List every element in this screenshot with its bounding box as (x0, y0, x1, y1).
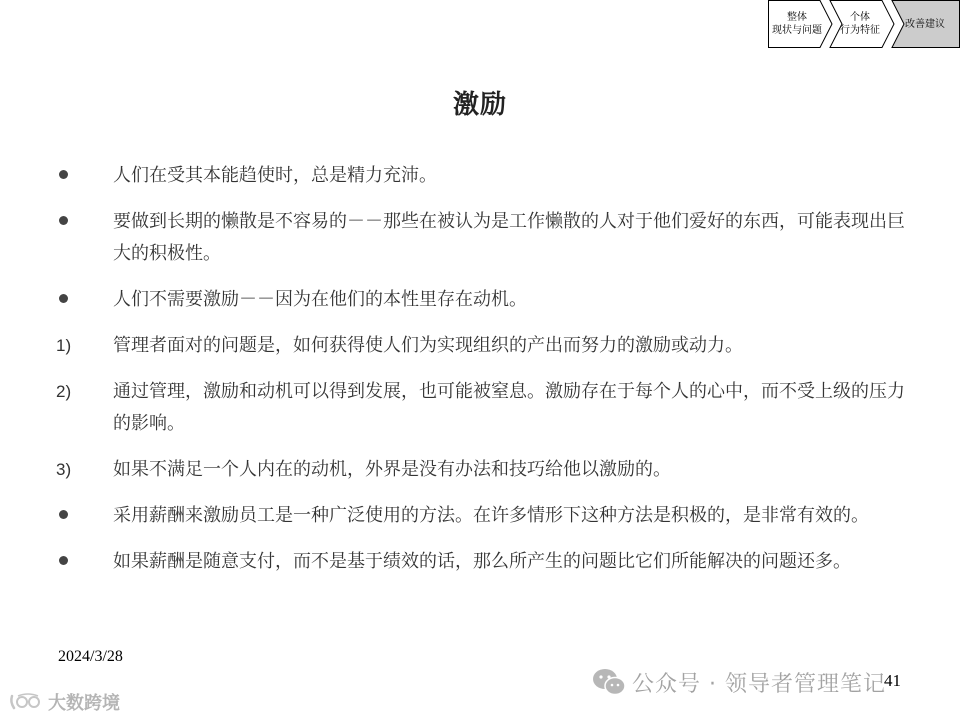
list-item-text: 要做到长期的懒散是不容易的－－那些在被认为是工作懒散的人对于他们爱好的东西，可能表现出巨大的积极性。 (113, 211, 905, 264)
list-item (56, 376, 916, 440)
bullet-icon (59, 510, 68, 519)
list-marker (56, 546, 113, 578)
list-item (56, 546, 916, 578)
page-number: 41 (884, 671, 901, 690)
list-item-text: 管理者面对的问题是，如何获得使人们为实现组织的产出而努力的激励或动力。 (113, 335, 743, 356)
list-item (56, 160, 916, 192)
bullet-icon (59, 556, 68, 565)
list-item (56, 454, 916, 486)
bullet-icon (59, 216, 68, 225)
list-item (56, 330, 916, 362)
list-item (56, 500, 916, 532)
list-item-text: 如果不满足一个人内在的动机，外界是没有办法和技巧给他以激励的。 (113, 459, 671, 480)
slide-body (56, 160, 916, 592)
slide-title: 激励 (452, 90, 507, 120)
bullet-icon (59, 170, 68, 179)
list-marker: 2) (56, 382, 72, 401)
list-item-text: 人们不需要激励－－因为在他们的本性里存在动机。 (113, 289, 527, 310)
list-marker: 3) (56, 460, 72, 479)
watermark-brand-text: 大数跨境 (48, 693, 120, 714)
process-step-3-label: 改善建议 (905, 18, 945, 30)
slide-date: 2024/3/28 (58, 648, 123, 665)
process-step-1-label: 整体 现状与问题 (772, 12, 822, 36)
process-step-2-label: 个体 行为特征 (840, 12, 880, 36)
brand-logo-icon (8, 692, 44, 712)
list-item-text: 如果薪酬是随意支付，而不是基于绩效的话，那么所产生的问题比它们所能解决的问题还多。 (113, 551, 851, 572)
watermark-wechat (592, 664, 886, 700)
list-item-text: 采用薪酬来激励员工是一种广泛使用的方法。在许多情形下这种方法是积极的，是非常有效的。 (113, 505, 869, 526)
list-marker (56, 500, 113, 532)
process-chevrons (768, 0, 960, 48)
list-item (56, 206, 916, 270)
list-item-text: 人们在受其本能趋使时，总是精力充沛。 (113, 165, 437, 186)
wechat-icon (592, 667, 626, 697)
list-marker (56, 284, 113, 316)
list-item-text: 通过管理，激励和动机可以得到发展，也可能被窒息。激励存在于每个人的心中，而不受上级的压力的影响。 (113, 381, 905, 434)
list-item (56, 284, 916, 316)
watermark-wechat-text: 公众号 · 领导者管理笔记 (632, 671, 886, 697)
list-marker: 1) (56, 336, 72, 355)
list-marker (56, 206, 113, 238)
watermark-brand (8, 688, 120, 716)
list-marker (56, 160, 113, 192)
bullet-icon (59, 294, 68, 303)
